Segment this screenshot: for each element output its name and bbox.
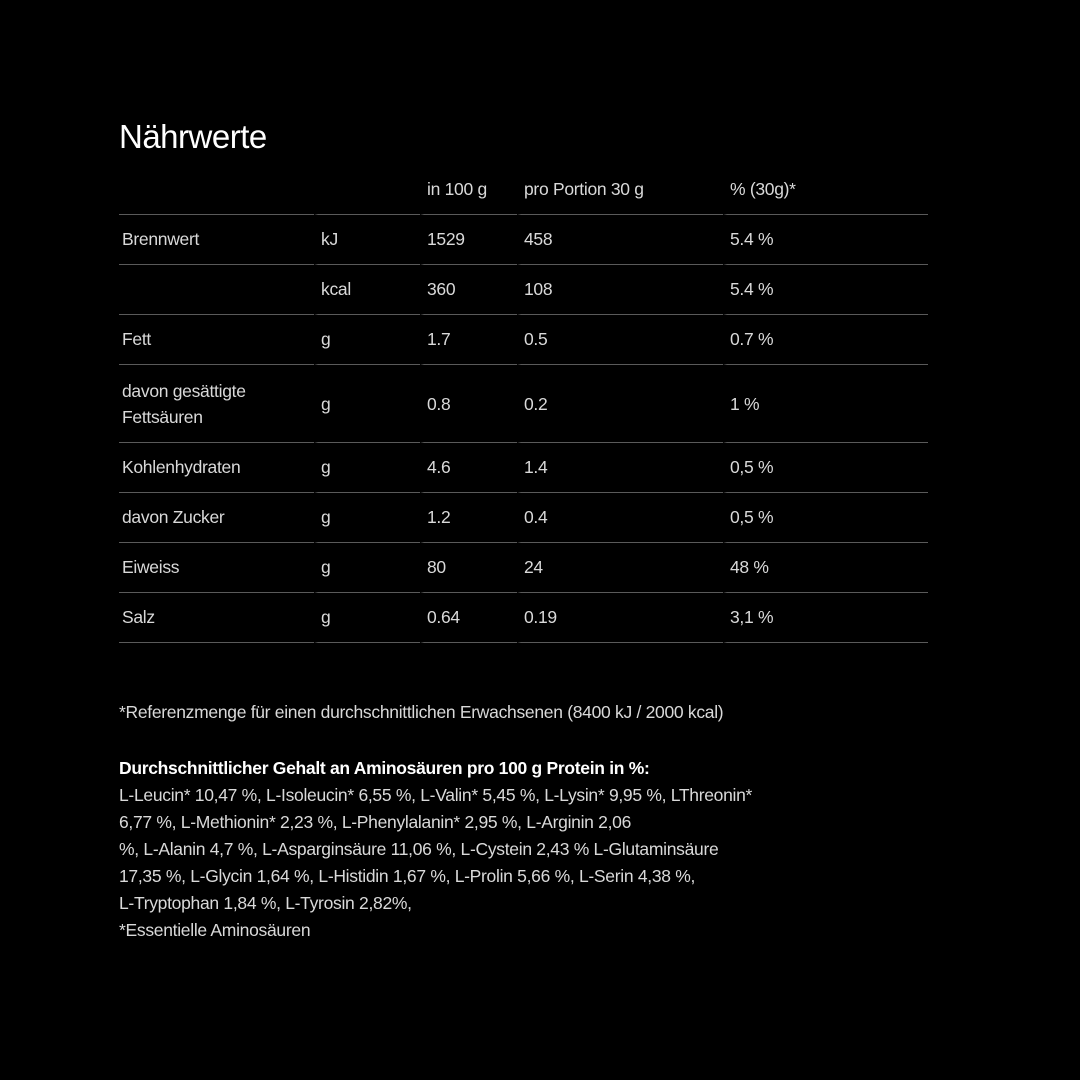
value-per-portion: 0.4 <box>517 493 723 543</box>
value-percent: 3,1 % <box>723 593 928 643</box>
unit: g <box>314 315 420 365</box>
amino-acid-line: 6,77 %, L-Methionin* 2,23 %, L-Phenylalanin* 2,95 %, L-Arginin 2,06 <box>119 812 632 832</box>
nutrient-name: Eiweiss <box>119 543 314 593</box>
value-percent: 5.4 % <box>723 215 928 265</box>
value-percent: 1 % <box>723 365 928 443</box>
nutrient-name: davon gesättigte Fettsäuren <box>119 365 314 443</box>
value-per-100g: 80 <box>420 543 517 593</box>
header-cell-percent: % (30g)* <box>723 165 928 215</box>
value-per-100g: 4.6 <box>420 443 517 493</box>
unit: g <box>314 443 420 493</box>
header-cell-per-100g: in 100 g <box>420 165 517 215</box>
nutrition-table <box>119 165 928 643</box>
table-row <box>119 443 928 493</box>
table-header-row <box>119 165 928 215</box>
essential-amino-note: *Essentielle Aminosäuren <box>119 920 311 940</box>
unit: g <box>314 365 420 443</box>
value-per-portion: 0.5 <box>517 315 723 365</box>
value-percent: 0,5 % <box>723 493 928 543</box>
nutrient-name: Salz <box>119 593 314 643</box>
nutrient-name <box>119 265 314 315</box>
value-per-100g: 0.8 <box>420 365 517 443</box>
value-per-100g: 0.64 <box>420 593 517 643</box>
value-percent: 48 % <box>723 543 928 593</box>
value-per-100g: 1.2 <box>420 493 517 543</box>
unit: g <box>314 543 420 593</box>
value-per-portion: 0.2 <box>517 365 723 443</box>
table-row <box>119 543 928 593</box>
value-percent: 0.7 % <box>723 315 928 365</box>
unit: kJ <box>314 215 420 265</box>
header-cell <box>119 165 314 215</box>
amino-acid-line: L-Leucin* 10,47 %, L-Isoleucin* 6,55 %, L-Valin* 5,45 %, L-Lysin* 9,95 %, LThreonin* <box>119 785 753 805</box>
unit: kcal <box>314 265 420 315</box>
value-per-100g: 1.7 <box>420 315 517 365</box>
table-row <box>119 493 928 543</box>
value-per-portion: 108 <box>517 265 723 315</box>
amino-acid-heading: Durchschnittlicher Gehalt an Aminosäuren pro 100 g Protein in %: <box>119 758 650 778</box>
page-title: Nährwerte <box>119 118 267 155</box>
nutrient-name: davon Zucker <box>119 493 314 543</box>
value-per-portion: 24 <box>517 543 723 593</box>
value-per-100g: 360 <box>420 265 517 315</box>
header-cell <box>314 165 420 215</box>
value-per-portion: 1.4 <box>517 443 723 493</box>
amino-acid-line: 17,35 %, L-Glycin 1,64 %, L-Histidin 1,67 %, L-Prolin 5,66 %, L-Serin 4,38 %, <box>119 866 696 886</box>
value-percent: 5.4 % <box>723 265 928 315</box>
nutrient-name: Brennwert <box>119 215 314 265</box>
value-per-portion: 0.19 <box>517 593 723 643</box>
unit: g <box>314 493 420 543</box>
value-per-portion: 458 <box>517 215 723 265</box>
reference-footnote: *Referenzmenge für einen durchschnittlichen Erwachsenen (8400 kJ / 2000 kcal) <box>119 702 724 722</box>
amino-acid-line: L-Tryptophan 1,84 %, L-Tyrosin 2,82%, <box>119 893 412 913</box>
table-row <box>119 265 928 315</box>
table-row <box>119 315 928 365</box>
value-per-100g: 1529 <box>420 215 517 265</box>
table-row <box>119 365 928 443</box>
unit: g <box>314 593 420 643</box>
amino-acid-section <box>119 755 779 944</box>
amino-acid-line: %, L-Alanin 4,7 %, L-Asparginsäure 11,06 %, L-Cystein 2,43 % L-Glutaminsäure <box>119 839 719 859</box>
header-cell-per-portion: pro Portion 30 g <box>517 165 723 215</box>
nutrient-name: Fett <box>119 315 314 365</box>
nutrient-name: Kohlenhydraten <box>119 443 314 493</box>
table-row <box>119 593 928 643</box>
value-percent: 0,5 % <box>723 443 928 493</box>
table-row <box>119 215 928 265</box>
